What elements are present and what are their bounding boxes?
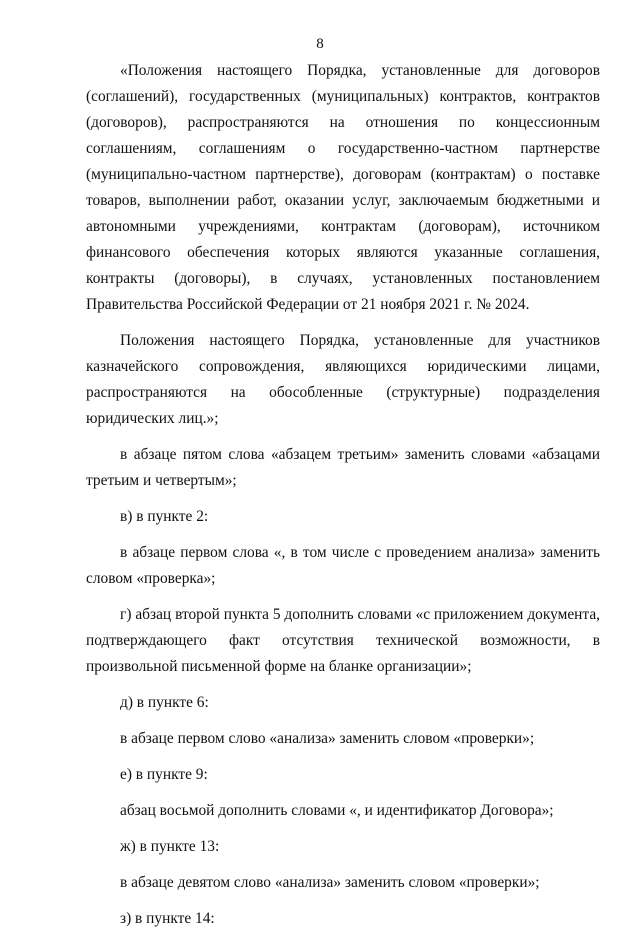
paragraph-abzats-first-punkt-6: в абзаце первом слово «анализа» заменить словом «проверки»; (120, 730, 535, 747)
paragraph-abzats-first-punkt-2: в абзаце первом слова «, в том числе с проведением анализа» заменить словом «проверка»; (86, 544, 600, 587)
paragraph-abzats-fifth: в абзаце пятом слова «абзацем третьим» заменить словами «абзацами третьим и четвертым»; (86, 446, 600, 489)
page-number: 8 (316, 36, 324, 52)
item-z-punkt-14: з) в пункте 14: (120, 910, 215, 927)
paragraph-provisions-participants: Положения настоящего Порядка, установленные для участников казначейского сопровождения, являющихся юридическими лицами, распространяются на обособленные (структурные) подразделения юридических лиц.»; (86, 332, 600, 427)
item-zh-punkt-13: ж) в пункте 13: (120, 838, 220, 855)
paragraph-provisions-agreements: «Положения настоящего Порядка, установленные для договоров (соглашений), государственных (муниципальных) контрактов, контрактов (договоров), распространяются на отношения по концессионным соглашениям, соглашениям о государственно-частном партнерстве (муниципально-частном партнерстве), договорам (контрактам) о поставке товаров, выполнении работ, оказании услуг, заключаемым бюджетными и автономными учреждениями, контрактам (договорам), источником финансового обеспечения которых являются указанные соглашения, контракты (договоры), в случаях, установленных постановлением Правительства Российской Федерации от 21 ноября 2021 г. № 2024. (86, 62, 600, 313)
item-v-punkt-2: в) в пункте 2: (120, 508, 209, 525)
item-e-punkt-9: е) в пункте 9: (120, 766, 208, 783)
paragraph-abzats-ninth-punkt-13: в абзаце девятом слово «анализа» заменить словом «проверки»; (120, 874, 540, 891)
document-body (86, 58, 600, 932)
item-g-punkt-5: г) абзац второй пункта 5 дополнить словами «с приложением документа, подтверждающего факт отсутствия технической возможности, в произвольной письменной форме на бланке организации»; (86, 606, 600, 675)
item-d-punkt-6: д) в пункте 6: (120, 694, 209, 711)
paragraph-abzats-eighth-punkt-9: абзац восьмой дополнить словами «, и идентификатор Договора»; (120, 802, 554, 819)
